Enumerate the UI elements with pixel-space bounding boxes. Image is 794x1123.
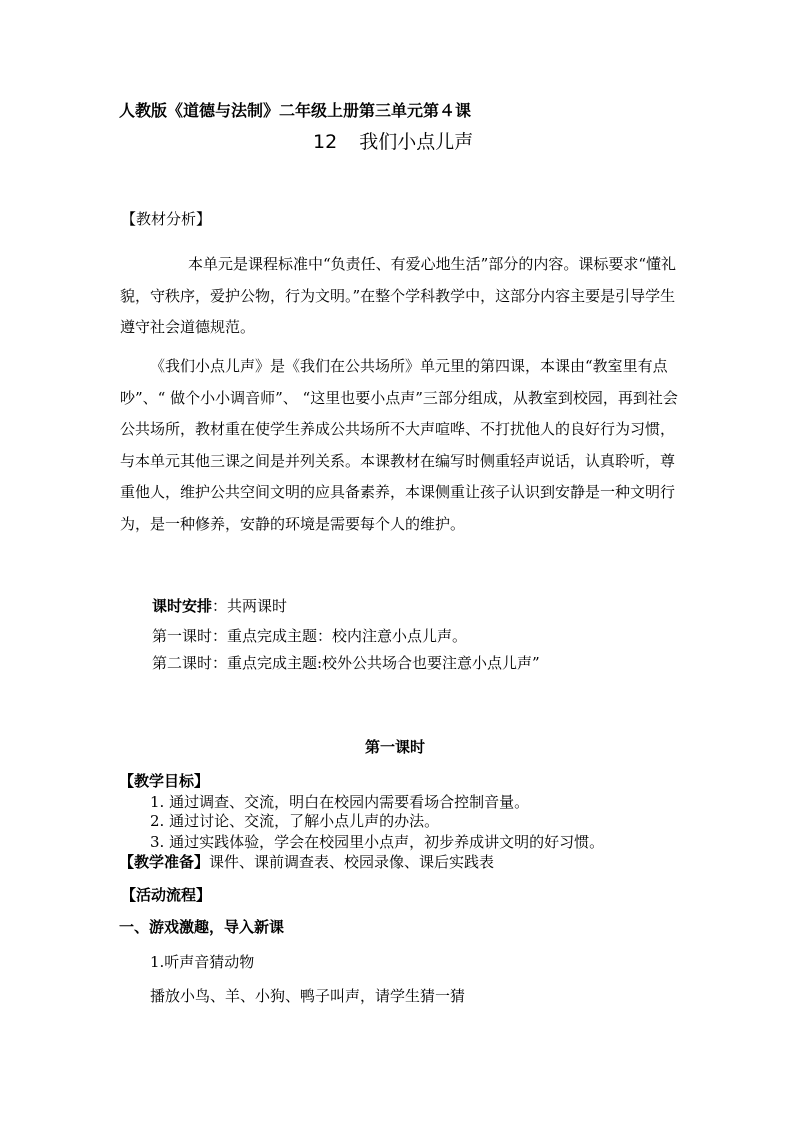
lesson-number: 12 — [313, 131, 338, 153]
document-header: 人教版《道德与法制》二年级上册第三单元第４课 — [119, 101, 472, 120]
prep-label: 【教学准备】 — [119, 853, 210, 871]
goal-item: 3. 通过实践体验，学会在校园里小点声，初步养成讲文明的好习惯。 — [150, 833, 605, 851]
step-1-title: 1.听声音猜动物 — [150, 953, 255, 971]
schedule-line — [152, 595, 287, 616]
goal-item: 2. 通过讨论、交流，了解小点儿声的办法。 — [150, 812, 440, 830]
analysis-heading: 【教材分析】 — [121, 210, 212, 228]
goal-item: 1. 通过调查、交流，明白在校园内需要看场合控制音量。 — [150, 793, 530, 811]
process-heading: 【活动流程】 — [121, 886, 212, 904]
lesson-title — [313, 127, 473, 154]
first-period-title: 第一课时 — [365, 738, 426, 756]
step-1-text: 播放小鸟、羊、小狗、鸭子叫声，请学生猜一猜 — [150, 987, 466, 1005]
schedule-period-1: 第一课时：重点完成主题：校内注意小点儿声。 — [152, 627, 468, 645]
analysis-paragraph-1: 本单元是课程标准中“负责任、有爱心地生活”部分的内容。课标要求“懂礼貌，守秩序，爱护公物，行为文明。”在整个学科教学中，这部分内容主要是引导学生遵守社会道德规范。 — [120, 255, 677, 336]
schedule-label: 课时安排 — [152, 597, 213, 615]
section-one-heading: 一、游戏激趣，导入新课 — [119, 918, 285, 936]
lesson-title-text: 我们小点儿声 — [359, 131, 474, 153]
prep-value: 课件、课前调查表、校园录像、课后实践表 — [209, 853, 495, 871]
prep-line — [119, 851, 494, 872]
schedule-period-2: 第二课时：重点完成主题:校外公共场合也要注意小点儿声” — [152, 654, 540, 672]
goals-heading: 【教学目标】 — [119, 772, 210, 790]
analysis-paragraph-2: 《我们小点儿声》是《我们在公共场所》单元里的第四课，本课由“教室里有点吵”、“ 做个小小调音师”、 “这里也要小点声”三部分组成，从教室到校园，再到社会公共场所，教材重在使学生养成公共场所不大声喧哗、不打扰他人的良好行为习惯，与本单元其他三课之间是并列关系。本课教材在编写时侧重轻声说话，认真聆听，尊重他人，维护公共空间文明的应具备素养，本课侧重让孩子认识到安静是一种文明行为，是一种修养，安静的环境是需要每个人的维护。 — [120, 357, 678, 533]
schedule-value: ：共两课时 — [212, 597, 288, 615]
